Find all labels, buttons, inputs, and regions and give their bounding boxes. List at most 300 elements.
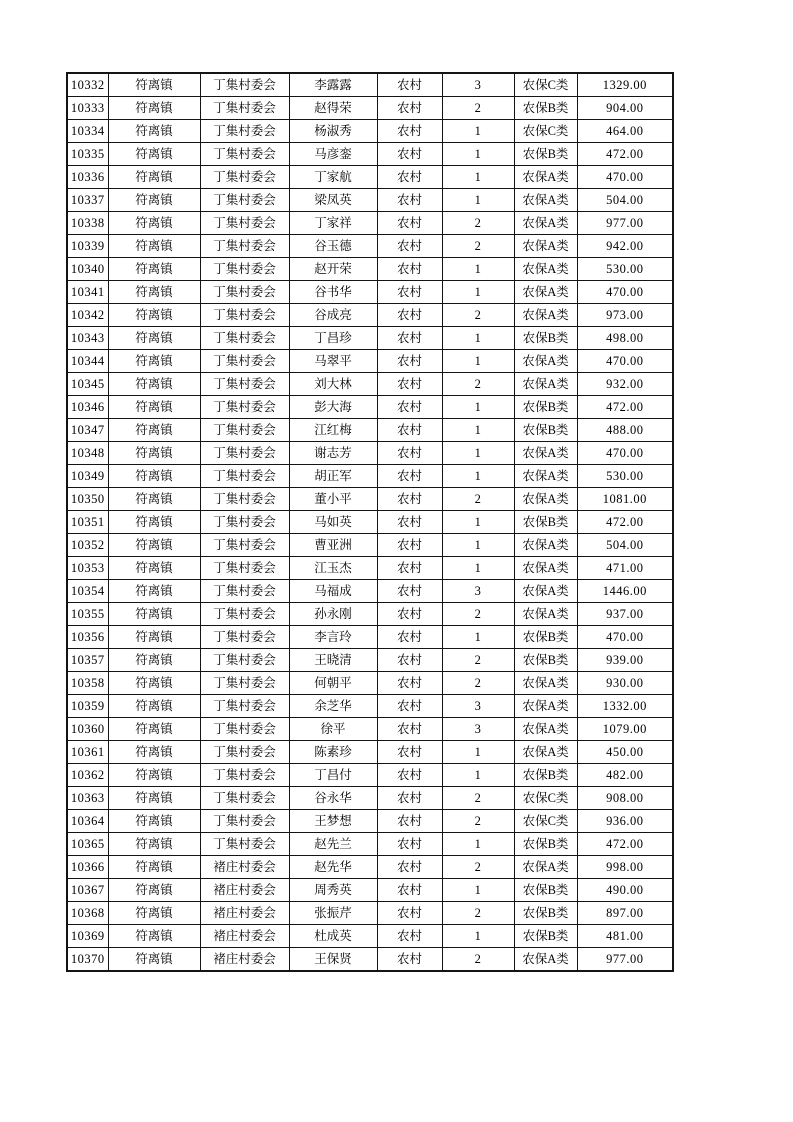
cell-town: 符离镇 <box>108 764 200 787</box>
cell-person-count: 1 <box>442 327 514 350</box>
cell-person-count: 1 <box>442 189 514 212</box>
cell-residence-type: 农村 <box>377 327 442 350</box>
table-row <box>67 810 673 833</box>
cell-residence-type: 农村 <box>377 534 442 557</box>
cell-record-id: 10364 <box>67 810 108 833</box>
cell-record-id: 10348 <box>67 442 108 465</box>
table-row <box>67 649 673 672</box>
cell-person-count: 2 <box>442 856 514 879</box>
table-row <box>67 465 673 488</box>
cell-town: 符离镇 <box>108 718 200 741</box>
cell-person-name: 马如英 <box>289 511 377 534</box>
cell-person-name: 王保贤 <box>289 948 377 972</box>
cell-insurance-category: 农保B类 <box>514 396 577 419</box>
cell-village-committee: 丁集村委会 <box>200 396 289 419</box>
cell-person-name: 谷玉德 <box>289 235 377 258</box>
cell-person-count: 1 <box>442 396 514 419</box>
cell-village-committee: 丁集村委会 <box>200 718 289 741</box>
cell-person-count: 2 <box>442 787 514 810</box>
cell-person-name: 王晓清 <box>289 649 377 672</box>
cell-record-id: 10345 <box>67 373 108 396</box>
cell-record-id: 10356 <box>67 626 108 649</box>
table-row <box>67 373 673 396</box>
cell-person-name: 丁昌付 <box>289 764 377 787</box>
cell-person-name: 李言玲 <box>289 626 377 649</box>
cell-amount: 930.00 <box>577 672 673 695</box>
cell-town: 符离镇 <box>108 442 200 465</box>
table-row <box>67 189 673 212</box>
cell-residence-type: 农村 <box>377 304 442 327</box>
cell-insurance-category: 农保A类 <box>514 212 577 235</box>
cell-person-name: 谷成亮 <box>289 304 377 327</box>
table-row <box>67 166 673 189</box>
cell-person-count: 1 <box>442 120 514 143</box>
cell-amount: 530.00 <box>577 465 673 488</box>
cell-amount: 470.00 <box>577 350 673 373</box>
cell-person-count: 3 <box>442 718 514 741</box>
table-row <box>67 442 673 465</box>
cell-village-committee: 丁集村委会 <box>200 672 289 695</box>
cell-town: 符离镇 <box>108 787 200 810</box>
cell-record-id: 10368 <box>67 902 108 925</box>
cell-person-count: 1 <box>442 166 514 189</box>
cell-village-committee: 丁集村委会 <box>200 557 289 580</box>
cell-amount: 498.00 <box>577 327 673 350</box>
cell-residence-type: 农村 <box>377 350 442 373</box>
cell-village-committee: 丁集村委会 <box>200 511 289 534</box>
cell-person-name: 陈素珍 <box>289 741 377 764</box>
cell-amount: 488.00 <box>577 419 673 442</box>
cell-record-id: 10351 <box>67 511 108 534</box>
table-row <box>67 879 673 902</box>
cell-residence-type: 农村 <box>377 856 442 879</box>
cell-person-name: 曹亚洲 <box>289 534 377 557</box>
cell-residence-type: 农村 <box>377 948 442 972</box>
cell-person-count: 3 <box>442 73 514 97</box>
cell-person-count: 1 <box>442 741 514 764</box>
cell-amount: 470.00 <box>577 166 673 189</box>
table-row <box>67 948 673 972</box>
table-row <box>67 511 673 534</box>
table-row <box>67 764 673 787</box>
cell-person-name: 赵得荣 <box>289 97 377 120</box>
table-row <box>67 258 673 281</box>
cell-village-committee: 丁集村委会 <box>200 373 289 396</box>
cell-town: 符离镇 <box>108 603 200 626</box>
cell-record-id: 10332 <box>67 73 108 97</box>
cell-town: 符离镇 <box>108 327 200 350</box>
cell-person-name: 丁昌珍 <box>289 327 377 350</box>
cell-town: 符离镇 <box>108 626 200 649</box>
cell-village-committee: 丁集村委会 <box>200 419 289 442</box>
cell-insurance-category: 农保A类 <box>514 488 577 511</box>
cell-person-count: 1 <box>442 511 514 534</box>
cell-village-committee: 褚庄村委会 <box>200 856 289 879</box>
cell-amount: 1079.00 <box>577 718 673 741</box>
cell-residence-type: 农村 <box>377 557 442 580</box>
table-row <box>67 350 673 373</box>
cell-amount: 904.00 <box>577 97 673 120</box>
cell-insurance-category: 农保B类 <box>514 833 577 856</box>
cell-record-id: 10340 <box>67 258 108 281</box>
cell-record-id: 10352 <box>67 534 108 557</box>
table-row <box>67 833 673 856</box>
cell-village-committee: 丁集村委会 <box>200 810 289 833</box>
cell-town: 符离镇 <box>108 304 200 327</box>
cell-person-name: 江玉杰 <box>289 557 377 580</box>
table-row <box>67 212 673 235</box>
cell-insurance-category: 农保A类 <box>514 281 577 304</box>
table-row <box>67 580 673 603</box>
cell-residence-type: 农村 <box>377 120 442 143</box>
cell-record-id: 10344 <box>67 350 108 373</box>
cell-village-committee: 褚庄村委会 <box>200 925 289 948</box>
cell-village-committee: 丁集村委会 <box>200 580 289 603</box>
cell-person-count: 1 <box>442 626 514 649</box>
cell-village-committee: 丁集村委会 <box>200 97 289 120</box>
cell-person-name: 赵开荣 <box>289 258 377 281</box>
cell-town: 符离镇 <box>108 902 200 925</box>
cell-amount: 470.00 <box>577 281 673 304</box>
cell-person-name: 彭大海 <box>289 396 377 419</box>
cell-village-committee: 褚庄村委会 <box>200 948 289 972</box>
cell-amount: 472.00 <box>577 511 673 534</box>
cell-person-name: 杨淑秀 <box>289 120 377 143</box>
cell-residence-type: 农村 <box>377 465 442 488</box>
cell-record-id: 10347 <box>67 419 108 442</box>
cell-residence-type: 农村 <box>377 925 442 948</box>
cell-amount: 472.00 <box>577 396 673 419</box>
table-row <box>67 97 673 120</box>
cell-amount: 450.00 <box>577 741 673 764</box>
cell-town: 符离镇 <box>108 258 200 281</box>
cell-person-count: 3 <box>442 695 514 718</box>
cell-insurance-category: 农保A类 <box>514 534 577 557</box>
cell-record-id: 10343 <box>67 327 108 350</box>
cell-town: 符离镇 <box>108 396 200 419</box>
cell-residence-type: 农村 <box>377 73 442 97</box>
cell-person-name: 王梦想 <box>289 810 377 833</box>
cell-person-name: 李露露 <box>289 73 377 97</box>
cell-residence-type: 农村 <box>377 741 442 764</box>
cell-amount: 973.00 <box>577 304 673 327</box>
cell-amount: 932.00 <box>577 373 673 396</box>
cell-insurance-category: 农保A类 <box>514 672 577 695</box>
cell-town: 符离镇 <box>108 281 200 304</box>
cell-village-committee: 丁集村委会 <box>200 833 289 856</box>
table-row <box>67 488 673 511</box>
cell-insurance-category: 农保B类 <box>514 511 577 534</box>
table-row <box>67 143 673 166</box>
cell-person-name: 周秀英 <box>289 879 377 902</box>
cell-town: 符离镇 <box>108 235 200 258</box>
cell-amount: 897.00 <box>577 902 673 925</box>
cell-record-id: 10357 <box>67 649 108 672</box>
cell-village-committee: 褚庄村委会 <box>200 879 289 902</box>
cell-person-count: 1 <box>442 557 514 580</box>
cell-town: 符离镇 <box>108 833 200 856</box>
table-row <box>67 235 673 258</box>
cell-residence-type: 农村 <box>377 212 442 235</box>
cell-record-id: 10335 <box>67 143 108 166</box>
cell-insurance-category: 农保A类 <box>514 557 577 580</box>
cell-village-committee: 丁集村委会 <box>200 534 289 557</box>
cell-residence-type: 农村 <box>377 833 442 856</box>
cell-amount: 977.00 <box>577 212 673 235</box>
cell-record-id: 10359 <box>67 695 108 718</box>
cell-person-name: 马福成 <box>289 580 377 603</box>
cell-town: 符离镇 <box>108 419 200 442</box>
cell-insurance-category: 农保A类 <box>514 442 577 465</box>
cell-record-id: 10353 <box>67 557 108 580</box>
cell-village-committee: 丁集村委会 <box>200 741 289 764</box>
cell-person-count: 1 <box>442 419 514 442</box>
cell-town: 符离镇 <box>108 649 200 672</box>
cell-record-id: 10341 <box>67 281 108 304</box>
cell-person-count: 1 <box>442 465 514 488</box>
cell-person-count: 1 <box>442 281 514 304</box>
cell-insurance-category: 农保A类 <box>514 373 577 396</box>
cell-village-committee: 丁集村委会 <box>200 350 289 373</box>
cell-insurance-category: 农保B类 <box>514 143 577 166</box>
cell-residence-type: 农村 <box>377 373 442 396</box>
cell-person-count: 1 <box>442 833 514 856</box>
cell-town: 符离镇 <box>108 695 200 718</box>
cell-amount: 977.00 <box>577 948 673 972</box>
cell-residence-type: 农村 <box>377 442 442 465</box>
cell-town: 符离镇 <box>108 948 200 972</box>
cell-person-name: 马翠平 <box>289 350 377 373</box>
cell-record-id: 10369 <box>67 925 108 948</box>
cell-insurance-category: 农保B类 <box>514 764 577 787</box>
cell-person-name: 余芝华 <box>289 695 377 718</box>
records-table <box>66 72 674 972</box>
cell-village-committee: 丁集村委会 <box>200 143 289 166</box>
cell-record-id: 10366 <box>67 856 108 879</box>
cell-insurance-category: 农保B类 <box>514 327 577 350</box>
table-row <box>67 120 673 143</box>
cell-residence-type: 农村 <box>377 810 442 833</box>
cell-insurance-category: 农保A类 <box>514 235 577 258</box>
cell-town: 符离镇 <box>108 511 200 534</box>
cell-residence-type: 农村 <box>377 396 442 419</box>
cell-person-name: 赵先兰 <box>289 833 377 856</box>
cell-village-committee: 丁集村委会 <box>200 626 289 649</box>
cell-town: 符离镇 <box>108 672 200 695</box>
cell-insurance-category: 农保A类 <box>514 350 577 373</box>
cell-amount: 472.00 <box>577 143 673 166</box>
cell-village-committee: 丁集村委会 <box>200 603 289 626</box>
cell-record-id: 10333 <box>67 97 108 120</box>
cell-residence-type: 农村 <box>377 879 442 902</box>
cell-amount: 472.00 <box>577 833 673 856</box>
cell-record-id: 10370 <box>67 948 108 972</box>
cell-residence-type: 农村 <box>377 718 442 741</box>
table-row <box>67 856 673 879</box>
cell-residence-type: 农村 <box>377 419 442 442</box>
cell-person-count: 2 <box>442 672 514 695</box>
table-row <box>67 672 673 695</box>
cell-amount: 470.00 <box>577 626 673 649</box>
table-row <box>67 741 673 764</box>
cell-person-name: 谷永华 <box>289 787 377 810</box>
cell-town: 符离镇 <box>108 373 200 396</box>
cell-person-count: 2 <box>442 902 514 925</box>
cell-person-count: 1 <box>442 879 514 902</box>
cell-town: 符离镇 <box>108 97 200 120</box>
cell-town: 符离镇 <box>108 189 200 212</box>
cell-record-id: 10354 <box>67 580 108 603</box>
cell-person-name: 丁家航 <box>289 166 377 189</box>
table-row <box>67 787 673 810</box>
cell-person-count: 2 <box>442 810 514 833</box>
cell-village-committee: 丁集村委会 <box>200 465 289 488</box>
cell-record-id: 10336 <box>67 166 108 189</box>
cell-person-count: 1 <box>442 143 514 166</box>
cell-person-count: 2 <box>442 603 514 626</box>
cell-person-count: 2 <box>442 948 514 972</box>
cell-residence-type: 农村 <box>377 166 442 189</box>
cell-amount: 471.00 <box>577 557 673 580</box>
cell-insurance-category: 农保B类 <box>514 97 577 120</box>
table-row <box>67 396 673 419</box>
cell-residence-type: 农村 <box>377 580 442 603</box>
cell-insurance-category: 农保A类 <box>514 718 577 741</box>
cell-record-id: 10358 <box>67 672 108 695</box>
cell-person-name: 谷书华 <box>289 281 377 304</box>
table-row <box>67 304 673 327</box>
cell-amount: 504.00 <box>577 534 673 557</box>
cell-person-name: 马彦銮 <box>289 143 377 166</box>
cell-village-committee: 褚庄村委会 <box>200 902 289 925</box>
cell-residence-type: 农村 <box>377 281 442 304</box>
cell-record-id: 10334 <box>67 120 108 143</box>
cell-residence-type: 农村 <box>377 902 442 925</box>
table-row <box>67 902 673 925</box>
cell-insurance-category: 农保A类 <box>514 948 577 972</box>
cell-insurance-category: 农保A类 <box>514 465 577 488</box>
cell-village-committee: 丁集村委会 <box>200 189 289 212</box>
cell-amount: 998.00 <box>577 856 673 879</box>
cell-person-name: 徐平 <box>289 718 377 741</box>
cell-village-committee: 丁集村委会 <box>200 73 289 97</box>
cell-insurance-category: 农保A类 <box>514 695 577 718</box>
table-row <box>67 534 673 557</box>
cell-record-id: 10367 <box>67 879 108 902</box>
cell-amount: 1329.00 <box>577 73 673 97</box>
cell-amount: 470.00 <box>577 442 673 465</box>
cell-record-id: 10346 <box>67 396 108 419</box>
cell-amount: 936.00 <box>577 810 673 833</box>
cell-record-id: 10338 <box>67 212 108 235</box>
cell-insurance-category: 农保A类 <box>514 166 577 189</box>
cell-town: 符离镇 <box>108 120 200 143</box>
cell-insurance-category: 农保C类 <box>514 787 577 810</box>
cell-insurance-category: 农保A类 <box>514 258 577 281</box>
cell-residence-type: 农村 <box>377 488 442 511</box>
cell-record-id: 10349 <box>67 465 108 488</box>
cell-record-id: 10350 <box>67 488 108 511</box>
cell-person-name: 丁家祥 <box>289 212 377 235</box>
cell-insurance-category: 农保B类 <box>514 419 577 442</box>
table-row <box>67 73 673 97</box>
cell-insurance-category: 农保A类 <box>514 856 577 879</box>
cell-village-committee: 丁集村委会 <box>200 235 289 258</box>
cell-insurance-category: 农保A类 <box>514 304 577 327</box>
table-row <box>67 626 673 649</box>
cell-village-committee: 丁集村委会 <box>200 442 289 465</box>
cell-residence-type: 农村 <box>377 787 442 810</box>
cell-record-id: 10339 <box>67 235 108 258</box>
table-row <box>67 557 673 580</box>
cell-person-count: 1 <box>442 534 514 557</box>
table-row <box>67 281 673 304</box>
cell-town: 符离镇 <box>108 856 200 879</box>
cell-record-id: 10360 <box>67 718 108 741</box>
cell-amount: 504.00 <box>577 189 673 212</box>
cell-amount: 1081.00 <box>577 488 673 511</box>
cell-village-committee: 丁集村委会 <box>200 304 289 327</box>
cell-town: 符离镇 <box>108 557 200 580</box>
cell-village-committee: 丁集村委会 <box>200 649 289 672</box>
cell-record-id: 10365 <box>67 833 108 856</box>
cell-insurance-category: 农保B类 <box>514 649 577 672</box>
table-row <box>67 718 673 741</box>
cell-town: 符离镇 <box>108 166 200 189</box>
cell-amount: 490.00 <box>577 879 673 902</box>
table-row <box>67 603 673 626</box>
cell-town: 符离镇 <box>108 580 200 603</box>
cell-village-committee: 丁集村委会 <box>200 258 289 281</box>
cell-person-name: 孙永刚 <box>289 603 377 626</box>
cell-residence-type: 农村 <box>377 511 442 534</box>
cell-insurance-category: 农保A类 <box>514 580 577 603</box>
cell-residence-type: 农村 <box>377 143 442 166</box>
cell-amount: 481.00 <box>577 925 673 948</box>
cell-town: 符离镇 <box>108 350 200 373</box>
cell-residence-type: 农村 <box>377 97 442 120</box>
cell-person-count: 2 <box>442 373 514 396</box>
cell-insurance-category: 农保C类 <box>514 810 577 833</box>
cell-record-id: 10362 <box>67 764 108 787</box>
cell-village-committee: 丁集村委会 <box>200 281 289 304</box>
cell-town: 符离镇 <box>108 925 200 948</box>
cell-town: 符离镇 <box>108 488 200 511</box>
cell-record-id: 10355 <box>67 603 108 626</box>
cell-record-id: 10342 <box>67 304 108 327</box>
cell-amount: 937.00 <box>577 603 673 626</box>
cell-town: 符离镇 <box>108 73 200 97</box>
cell-town: 符离镇 <box>108 741 200 764</box>
cell-village-committee: 丁集村委会 <box>200 787 289 810</box>
cell-person-name: 刘大林 <box>289 373 377 396</box>
cell-amount: 942.00 <box>577 235 673 258</box>
cell-person-count: 2 <box>442 212 514 235</box>
cell-village-committee: 丁集村委会 <box>200 166 289 189</box>
cell-record-id: 10337 <box>67 189 108 212</box>
cell-insurance-category: 农保A类 <box>514 741 577 764</box>
cell-town: 符离镇 <box>108 212 200 235</box>
cell-person-name: 赵先华 <box>289 856 377 879</box>
cell-person-name: 梁凤英 <box>289 189 377 212</box>
cell-village-committee: 丁集村委会 <box>200 695 289 718</box>
cell-record-id: 10361 <box>67 741 108 764</box>
cell-person-name: 江红梅 <box>289 419 377 442</box>
cell-residence-type: 农村 <box>377 235 442 258</box>
cell-person-count: 2 <box>442 235 514 258</box>
cell-amount: 482.00 <box>577 764 673 787</box>
cell-residence-type: 农村 <box>377 626 442 649</box>
